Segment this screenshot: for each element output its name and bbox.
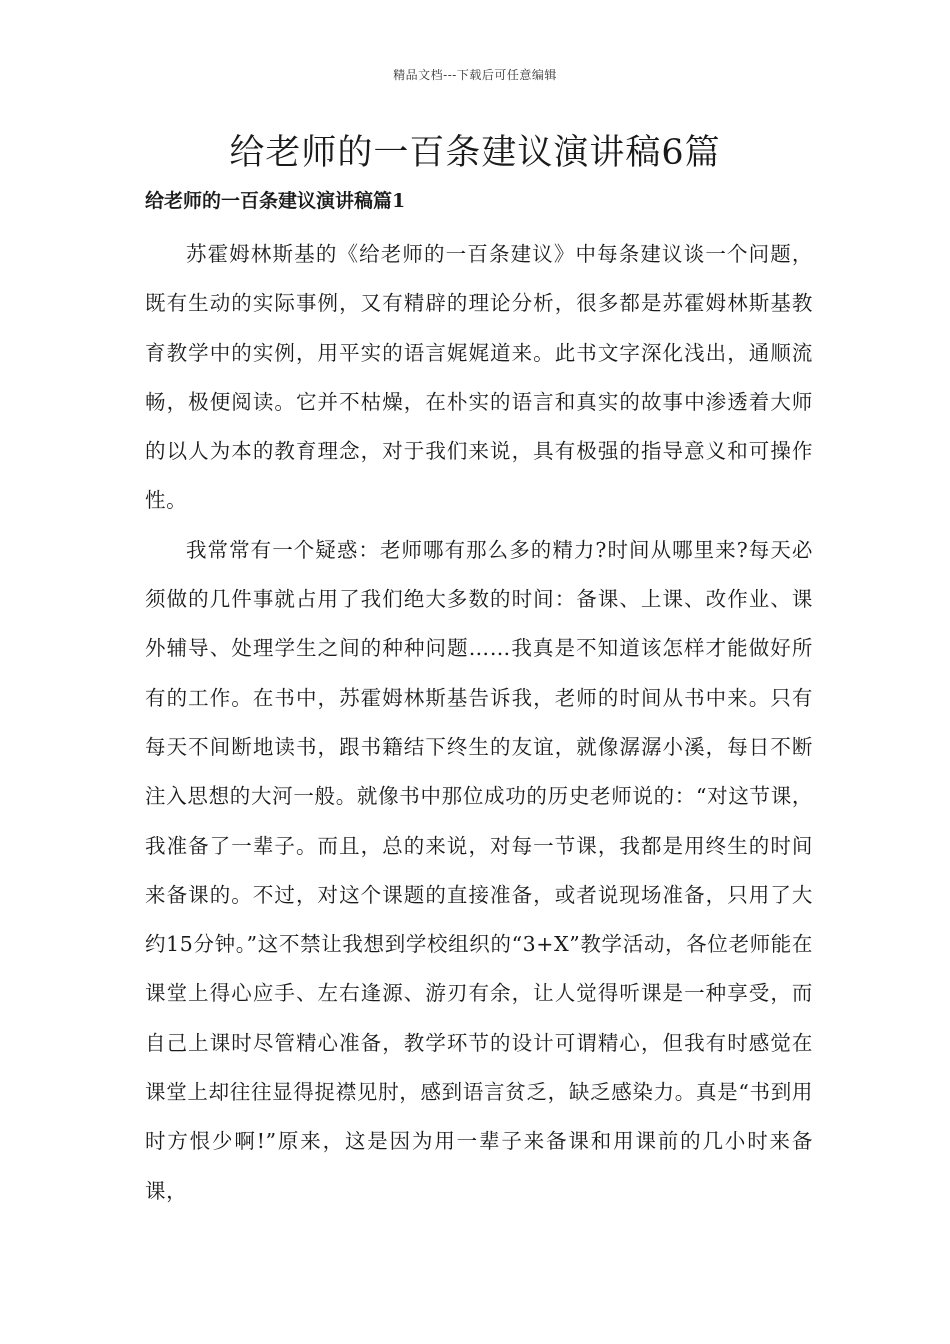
document-title: 给老师的一百条建议演讲稿6篇 bbox=[229, 133, 721, 173]
paragraph-1: 苏霍姆林斯基的《给老师的一百条建议》中每条建议谈一个问题，既有生动的实际事例，又有精辟的理论分析，很多都是苏霍姆林斯基教育教学中的实例，用平实的语言娓娓道来。此书文字深化浅出，通顺流畅，极便阅读。它并不枯燥，在朴实的语言和真实的故事中渗透着大师的以人为本的教育理念，对于我们来说，具有极强的指导意义和可操作性。 bbox=[145, 242, 813, 513]
header-note: 精品文档---下载后可任意编辑 bbox=[393, 68, 557, 82]
paragraph-2: 我常常有一个疑惑：老师哪有那么多的精力?时间从哪里来?每天必须做的几件事就占用了我们绝大多数的时间：备课、上课、改作业、课外辅导、处理学生之间的种种问题……我真是不知道该怎样才能做好所有的工作。在书中，苏霍姆林斯基告诉我，老师的时间从书中来。只有每天不间断地读书，跟书籍结下终生的友谊，就像潺潺小溪，每日不断注入思想的大河一般。就像书中那位成功的历史老师说的：“对这节课，我准备了一辈子。而且，总的来说，对每一节课，我都是用终生的时间来备课的。不过，对这个课题的直接准备，或者说现场准备，只用了大约15分钟。”这不禁让我想到学校组织的“3+X”教学活动，各位老师能在课堂上得心应手、左右逢源、游刃有余，让人觉得听课是一种享受，而自己上课时尽管精心准备，教学环节的设计可谓精心，但我有时感觉在课堂上却往往显得捉襟见肘，感到语言贫乏，缺乏感染力。真是“书到用时方恨少啊!”原来，这是因为用一辈子来备课和用课前的几小时来备课， bbox=[145, 537, 813, 1203]
document-body bbox=[145, 230, 813, 1216]
section-heading: 给老师的一百条建议演讲稿篇1 bbox=[145, 190, 406, 212]
